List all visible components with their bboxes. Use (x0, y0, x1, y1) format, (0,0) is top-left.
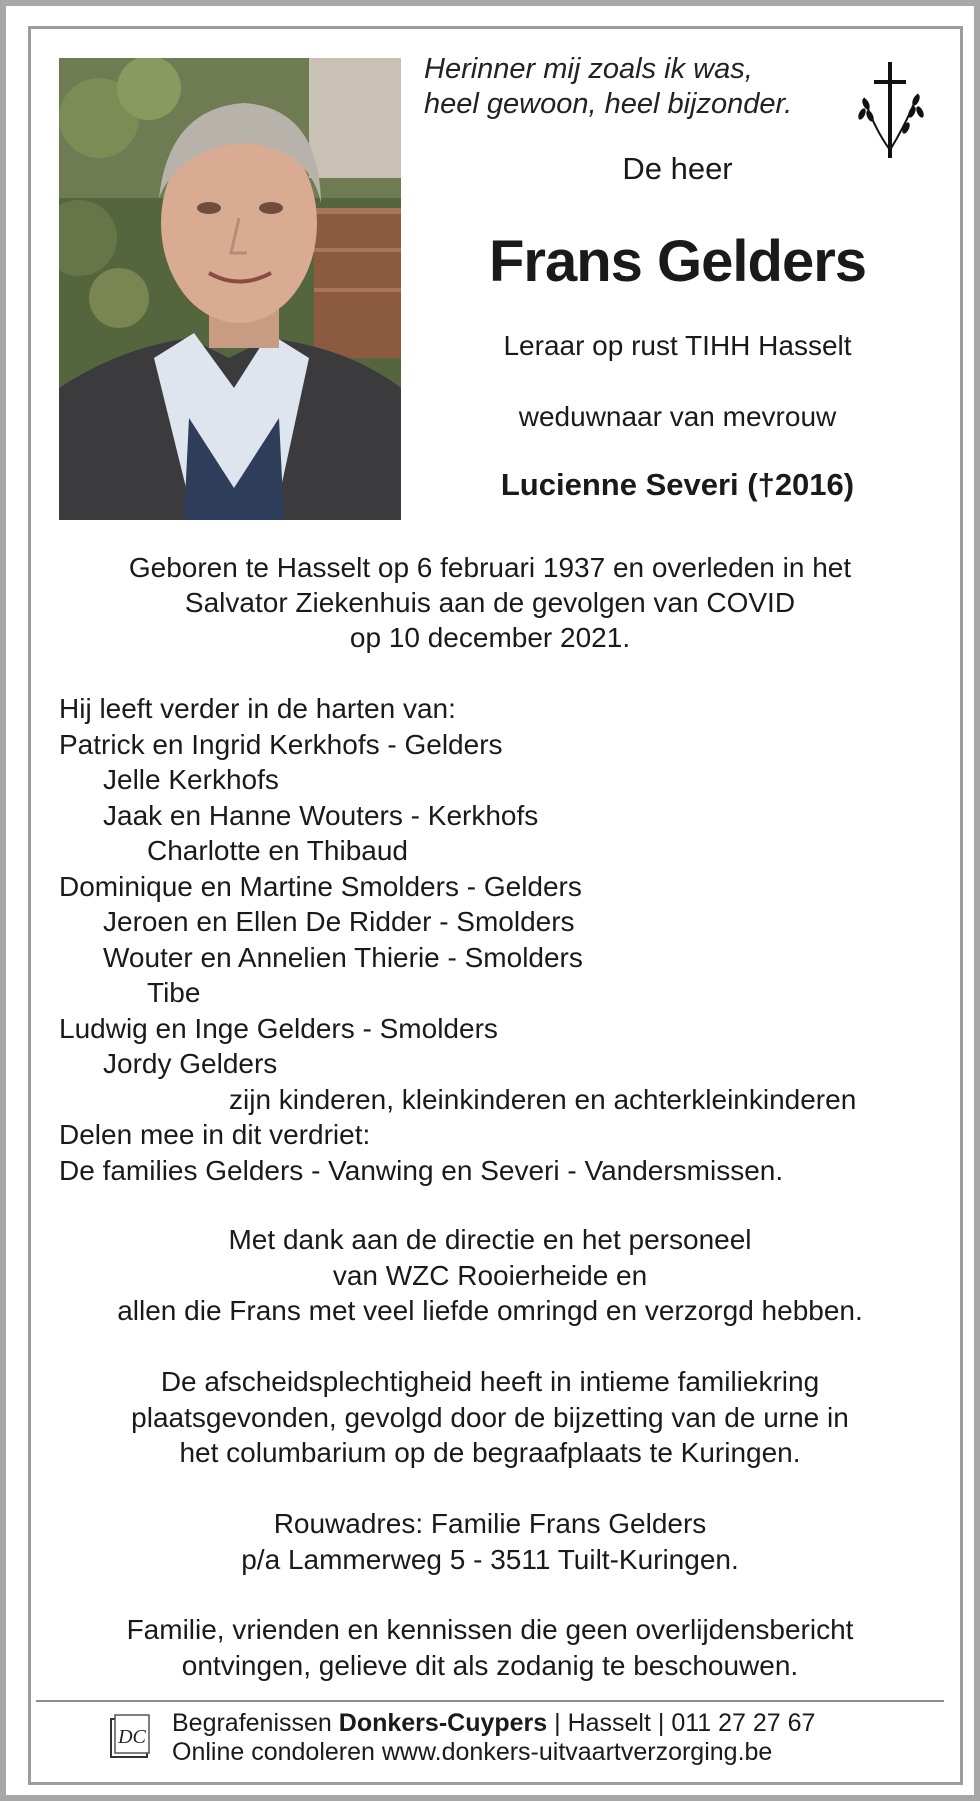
ceremony-line-1: De afscheidsplechtigheid heeft in intieme familiekring (160, 1366, 820, 1397)
title-block (440, 150, 915, 504)
birth-line-3: op 10 december 2021. (349, 622, 631, 653)
address-line-1: Rouwadres: Familie Frans Gelders (273, 1508, 707, 1539)
birth-line-2: Salvator Ziekenhuis aan de gevolgen van COVID (184, 587, 796, 618)
extended-families: De families Gelders - Vanwing en Severi - Vandersmissen. (59, 1154, 784, 1186)
family-member: Jelle Kerkhofs (103, 764, 279, 795)
family-member: Dominique en Martine Smolders - Gelders (59, 870, 582, 902)
motto-line-1: Herinner mij zoals ik was, (424, 53, 753, 85)
cross-icon (854, 58, 928, 160)
family-member: Patrick en Ingrid Kerkhofs - Gelders (59, 728, 503, 760)
company-name: Donkers-Cuypers (338, 1709, 548, 1737)
occupation: Leraar op rust TIHH Hasselt (503, 330, 852, 361)
ceremony-line-2: plaatsgevonden, gevolgd door de bijzetting van de urne in (131, 1401, 849, 1433)
website-link[interactable]: www.donkers-uitvaartverzorging.be (381, 1738, 773, 1766)
widow-text: weduwnaar van mevrouw (518, 401, 837, 432)
notice-line-1: Familie, vrienden en kennissen die geen overlijdensbericht (126, 1614, 854, 1645)
thanks-line-1: Met dank aan de directie en het personeel (228, 1224, 752, 1255)
address-line-2: p/a Lammerweg 5 - 3511 Tuilt-Kuringen. (241, 1543, 739, 1575)
family-list (59, 691, 959, 1188)
footer-line-2 (172, 1738, 815, 1767)
family-member: Wouter en Annelien Thierie - Smolders (103, 941, 583, 973)
motto (424, 52, 844, 122)
family-member: Jordy Gelders (103, 1048, 278, 1079)
salutation: De heer (622, 151, 733, 186)
ceremony-line-3: het columbarium op de begraafplaats te Kuringen. (179, 1437, 801, 1468)
mourning-address (30, 1506, 950, 1577)
family-intro: Hij leeft verder in de harten van: (59, 693, 456, 724)
deceased-name: Frans Gelders (488, 229, 867, 294)
thanks-line-2: van WZC Rooierheide en (332, 1259, 648, 1291)
funeral-home-logo-icon (108, 1711, 152, 1761)
thanks-paragraph (30, 1222, 950, 1329)
birth-death-text (30, 550, 950, 655)
portrait-photo (59, 58, 401, 520)
family-member: Charlotte en Thibaud (147, 835, 408, 866)
family-member: Jeroen en Ellen De Ridder - Smolders (103, 906, 575, 937)
footer-divider (36, 1700, 944, 1702)
family-summary: zijn kinderen, kleinkinderen en achterkleinkinderen (229, 1083, 857, 1115)
footer-line-1 (172, 1709, 815, 1738)
family-member: Tibe (147, 977, 201, 1008)
footer-prefix: Begrafenissen (172, 1709, 339, 1737)
motto-line-2: heel gewoon, heel bijzonder. (424, 88, 793, 120)
family-member: Jaak en Hanne Wouters - Kerkhofs (103, 799, 539, 831)
birth-line-1: Geboren te Hasselt op 6 februari 1937 en overleden in het (128, 552, 852, 583)
ceremony-paragraph (30, 1364, 950, 1471)
share-intro: Delen mee in dit verdriet: (59, 1119, 371, 1150)
family-member: Ludwig en Inge Gelders - Smolders (59, 1012, 498, 1044)
thanks-line-3: allen die Frans met veel liefde omringd en verzorgd hebben. (117, 1295, 863, 1326)
logo-letters: DC (118, 1726, 146, 1748)
footer-suffix: | Hasselt | 011 27 27 67 (547, 1709, 816, 1737)
portrait-illustration (59, 58, 401, 520)
notice-line-2: ontvingen, gelieve dit als zodanig te beschouwen. (181, 1649, 799, 1681)
notice-paragraph (30, 1612, 950, 1683)
spouse-name: Lucienne Severi (†2016) (500, 467, 855, 502)
condolence-label: Online condoleren (172, 1738, 382, 1766)
footer (172, 1709, 815, 1767)
